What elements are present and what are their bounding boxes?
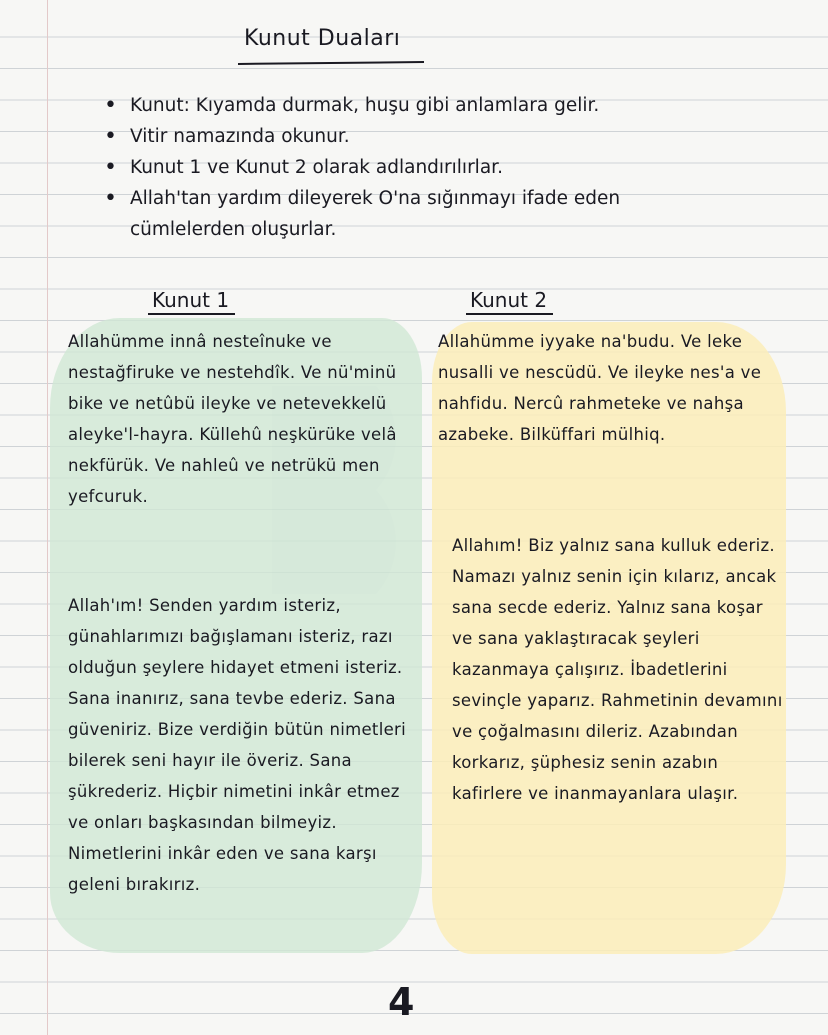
kunut2-arabic-text: Allahümme iyyake na'budu. Ve leke nusalli ve nescüdü. Ve ileyke nes'a ve nahfidu. Nercû rahmeteke ve nahşa azabeke. Bilküffari mülhiq. <box>438 332 762 444</box>
info-item: • Kunut: Kıyamda durmak, huşu gibi anlamlara gelir. <box>100 90 740 121</box>
kunut1-heading: Kunut 1 <box>152 288 230 312</box>
title-underline <box>238 61 424 65</box>
info-item: • Allah'tan yardım dileyerek O'na sığınmayı ifade eden cümlelerden oluşurlar. <box>100 183 740 245</box>
kunut2-heading: Kunut 2 <box>470 288 548 312</box>
kunut1-translation: Allah'ım! Senden yardım isteriz, günahlarımızı bağışlamanı isteriz, razı olduğun şeylere hidayet etmeni isteriz. Sana inanırız, sana tevbe ederiz. Sana güveniriz. Bize verdiğin bütün nimetleri bilerek seni hayır ile överiz. Sana şükrederiz. Hiçbir nimetini inkâr etmez ve onları başkasından bilmeyiz. Nimetlerini inkâr eden ve sana karşı geleni bırakırız. <box>68 596 406 894</box>
info-item: • Vitir namazında okunur. <box>100 121 740 152</box>
page-title: Kunut Duaları <box>244 26 401 51</box>
info-list <box>100 90 740 245</box>
kunut2-translation: Allahım! Biz yalnız sana kulluk ederiz. Namazı yalnız senin için kılarız, ancak sana secde ederiz. Yalnız sana koşar ve sana yaklaştıracak şeyleri kazanmaya çalışırız. İbadetlerini sevinçle yaparız. Rahmetinin devamını ve çoğalmasını dileriz. Azabından korkarız, şüphesiz senin azabın kafirlere ve inanmayanlara ulaşır. <box>452 536 783 803</box>
page-number: 4 <box>388 980 415 1024</box>
margin-line <box>47 0 48 1035</box>
kunut1-arabic-text: Allahümme innâ nesteînuke ve nestağfiruke ve nestehdîk. Ve nü'minü bike ve netûbü ileyke ve netevekkelü aleyke'l-hayra. Küllehû neşkürüke velâ nekfürük. Ve nahleû ve netrükü men yefcuruk. <box>68 332 397 506</box>
info-item: • Kunut 1 ve Kunut 2 olarak adlandırılırlar. <box>100 152 740 183</box>
